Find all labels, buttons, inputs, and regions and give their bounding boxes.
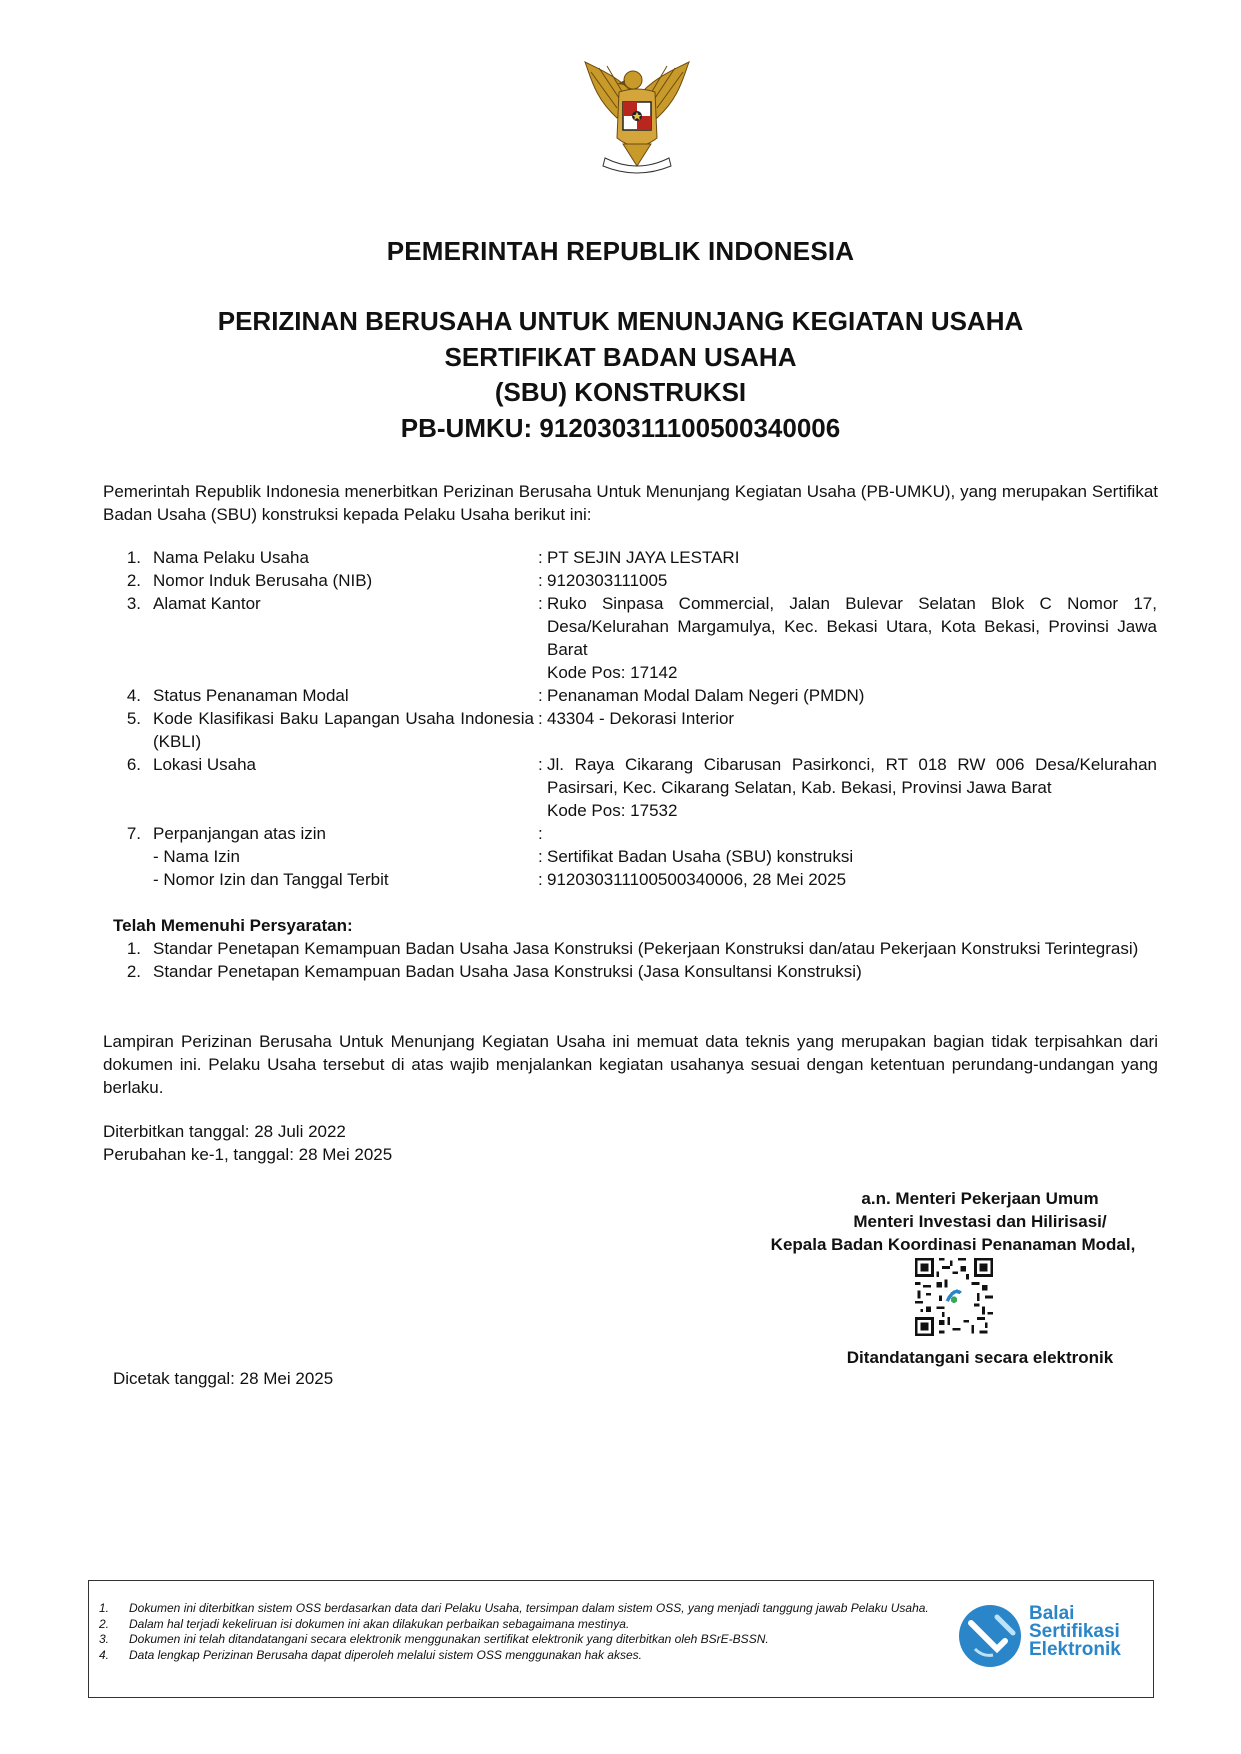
subtitle-certificate: SERTIFIKAT BADAN USAHA <box>444 341 797 372</box>
detail-value: Jl. Raya Cikarang Cibarusan Pasirkonci, RT 018 RW 006 Desa/Kelurahan Pasirsari, Kec. Cikarang Selatan, Kab. Bekasi, Provinsi Jawa Barat <box>547 755 1157 797</box>
detail-row: 7. Perpanjangan atas izin : <box>103 822 1158 845</box>
page-title: PEMERINTAH REPUBLIK INDONESIA <box>386 236 855 266</box>
footer-notes-box <box>88 1580 1154 1698</box>
note-number: 2. <box>99 1616 110 1631</box>
note-text: Data lengkap Perizinan Berusaha dapat diperoleh melalui sistem OSS menggunakan hak akses. <box>129 1647 642 1662</box>
detail-label: Status Penanaman Modal <box>153 686 349 705</box>
detail-label: Perpanjangan atas izin <box>153 824 326 843</box>
footer-note <box>99 1632 949 1648</box>
detail-number: 7. <box>126 824 141 843</box>
detail-postcode: Kode Pos: 17532 <box>547 801 678 820</box>
garuda-emblem-icon <box>577 58 697 178</box>
requirement-text: Standar Penetapan Kemampuan Badan Usaha Jasa Konstruksi (Jasa Konsultansi Konstruksi) <box>153 962 862 981</box>
note-number: 1. <box>99 1601 110 1615</box>
extension-value: 912030311100500340006, 28 Mei 2025 <box>547 870 847 889</box>
certificate-titles <box>0 304 1241 446</box>
requirements-heading: Telah Memenuhi Persyaratan: <box>113 916 353 935</box>
note-text: Dokumen ini diterbitkan sistem OSS berdasarkan data dari Pelaku Usaha, tersimpan dalam sistem OSS, yang menjadi tanggung jawab Pelaku Usaha. <box>129 1601 929 1615</box>
subtitle-sbu: (SBU) KONSTRUKSI <box>494 377 747 407</box>
bsre-logo-line-3: Elektronik <box>1029 1639 1121 1660</box>
qr-code-icon <box>915 1258 993 1336</box>
detail-label: Lokasi Usaha <box>153 755 257 774</box>
permit-number: PB-UMKU: 912030311100500340006 <box>400 412 841 443</box>
bsre-logo-line-2: Sertifikasi <box>1029 1621 1120 1642</box>
closing-paragraph: Lampiran Perizinan Berusaha Untuk Menunjang Kegiatan Usaha ini memuat data teknis yang merupakan bagian tidak terpisahkan dari dokumen ini. Pelaku Usaha tersebut di atas wajib menjalankan kegiatan usahanya sesuai dengan ketentuan perundang-undangan yang berlaku. <box>103 1032 1158 1097</box>
detail-number: 5. <box>126 709 141 728</box>
detail-value: 43304 - Dekorasi Interior <box>547 709 735 728</box>
detail-row: 5. Kode Klasifikasi Baku Lapangan Usaha Indonesia (KBLI) : 43304 - Dekorasi Interior <box>103 707 1158 753</box>
requirements-list <box>103 937 1158 983</box>
detail-label: Kode Klasifikasi Baku Lapangan Usaha Indonesia (KBLI) <box>153 709 534 751</box>
detail-value: Ruko Sinpasa Commercial, Jalan Bulevar Selatan Blok C Nomor 17, Desa/Kelurahan Margamulya, Kec. Bekasi Utara, Kota Bekasi, Provinsi Jawa Barat <box>547 594 1157 659</box>
detail-postcode: Kode Pos: 17142 <box>547 663 678 682</box>
note-number: 3. <box>99 1632 110 1646</box>
detail-number: 1. <box>126 548 141 567</box>
detail-value <box>547 822 1157 845</box>
footer-note <box>99 1617 949 1633</box>
signatory-line-3: Kepala Badan Koordinasi Penanaman Modal, <box>770 1235 1136 1254</box>
note-number: 4. <box>99 1647 110 1662</box>
detail-label: Nomor Induk Berusaha (NIB) <box>153 571 373 590</box>
issued-date: Diterbitkan tanggal: 28 Juli 2022 <box>103 1122 346 1141</box>
detail-value: 9120303111005 <box>547 571 668 590</box>
requirement-number: 2. <box>126 962 141 981</box>
bsre-logo-icon <box>957 1603 1023 1669</box>
detail-number: 3. <box>126 594 141 613</box>
intro-paragraph: Pemerintah Republik Indonesia menerbitkan Perizinan Berusaha Untuk Menunjang Kegiatan Usaha (PB-UMKU), yang merupakan Sertifikat Badan Usaha (SBU) konstruksi kepada Pelaku Usaha berikut ini: <box>103 482 1158 524</box>
issue-dates <box>103 1120 392 1166</box>
extension-label: - Nomor Izin dan Tanggal Terbit <box>153 870 389 889</box>
detail-number: 4. <box>126 686 141 705</box>
detail-row: 1. Nama Pelaku Usaha : PT SEJIN JAYA LESTARI <box>103 546 1158 569</box>
printed-date: Dicetak tanggal: 28 Mei 2025 <box>113 1369 334 1388</box>
extension-value: Sertifikat Badan Usaha (SBU) konstruksi <box>547 847 854 866</box>
detail-number: 6. <box>126 755 141 774</box>
requirement-item <box>103 960 1158 983</box>
signatory-line-2: Menteri Investasi dan Hilirisasi/ <box>853 1212 1107 1231</box>
requirement-text: Standar Penetapan Kemampuan Badan Usaha Jasa Konstruksi (Pekerjaan Konstruksi dan/atau Pekerjaan Konstruksi Terintegrasi) <box>153 939 1139 958</box>
requirement-number: 1. <box>126 939 141 958</box>
detail-label: Nama Pelaku Usaha <box>153 548 309 567</box>
footer-notes <box>99 1601 949 1663</box>
detail-value: PT SEJIN JAYA LESTARI <box>547 548 740 567</box>
bsre-logo <box>957 1599 1147 1684</box>
detail-row: 2. Nomor Induk Berusaha (NIB) : 9120303111005 <box>103 569 1158 592</box>
signed-electronically-text: Ditandatangani secara elektronik <box>846 1348 1114 1367</box>
detail-row: 6. Lokasi Usaha : Jl. Raya Cikarang Cibarusan Pasirkonci, RT 018 RW 006 Desa/Kelurahan Pasirsari, Kec. Cikarang Selatan, Kab. Bekasi, Provinsi Jawa Barat Kode Pos: 17532 <box>103 753 1158 822</box>
detail-row: 4. Status Penanaman Modal : Penanaman Modal Dalam Negeri (PMDN) <box>103 684 1158 707</box>
extension-label: - Nama Izin <box>153 847 240 866</box>
signatory-line-1: a.n. Menteri Pekerjaan Umum <box>861 1189 1099 1208</box>
footer-note <box>99 1648 949 1664</box>
note-text: Dokumen ini telah ditandatangani secara elektronik menggunakan sertifikat elektronik yang diterbitkan oleh BSrE-BSSN. <box>129 1632 769 1646</box>
signature-block <box>700 1187 1241 1256</box>
extension-row: - Nomor Izin dan Tanggal Terbit : 912030311100500340006, 28 Mei 2025 <box>103 868 1158 891</box>
detail-label: Alamat Kantor <box>153 594 261 613</box>
detail-value: Penanaman Modal Dalam Negeri (PMDN) <box>547 686 865 705</box>
bsre-logo-line-1: Balai <box>1029 1603 1075 1624</box>
detail-number: 2. <box>126 571 141 590</box>
footer-note <box>99 1601 949 1617</box>
details-list <box>103 546 1158 891</box>
requirement-item <box>103 937 1158 960</box>
extension-row: - Nama Izin : Sertifikat Badan Usaha (SBU) konstruksi <box>103 845 1158 868</box>
note-text: Dalam hal terjadi kekeliruan isi dokumen ini akan dilakukan perbaikan sebagaimana mestinya. <box>129 1616 630 1631</box>
detail-row: 3. Alamat Kantor : Ruko Sinpasa Commercial, Jalan Bulevar Selatan Blok C Nomor 17, Desa/Kelurahan Margamulya, Kec. Bekasi Utara, Kota Bekasi, Provinsi Jawa Barat Kode Pos: 17142 <box>103 592 1158 684</box>
amended-date: Perubahan ke-1, tanggal: 28 Mei 2025 <box>103 1145 393 1164</box>
subtitle-permit-type: PERIZINAN BERUSAHA UNTUK MENUNJANG KEGIATAN USAHA <box>217 306 1024 336</box>
